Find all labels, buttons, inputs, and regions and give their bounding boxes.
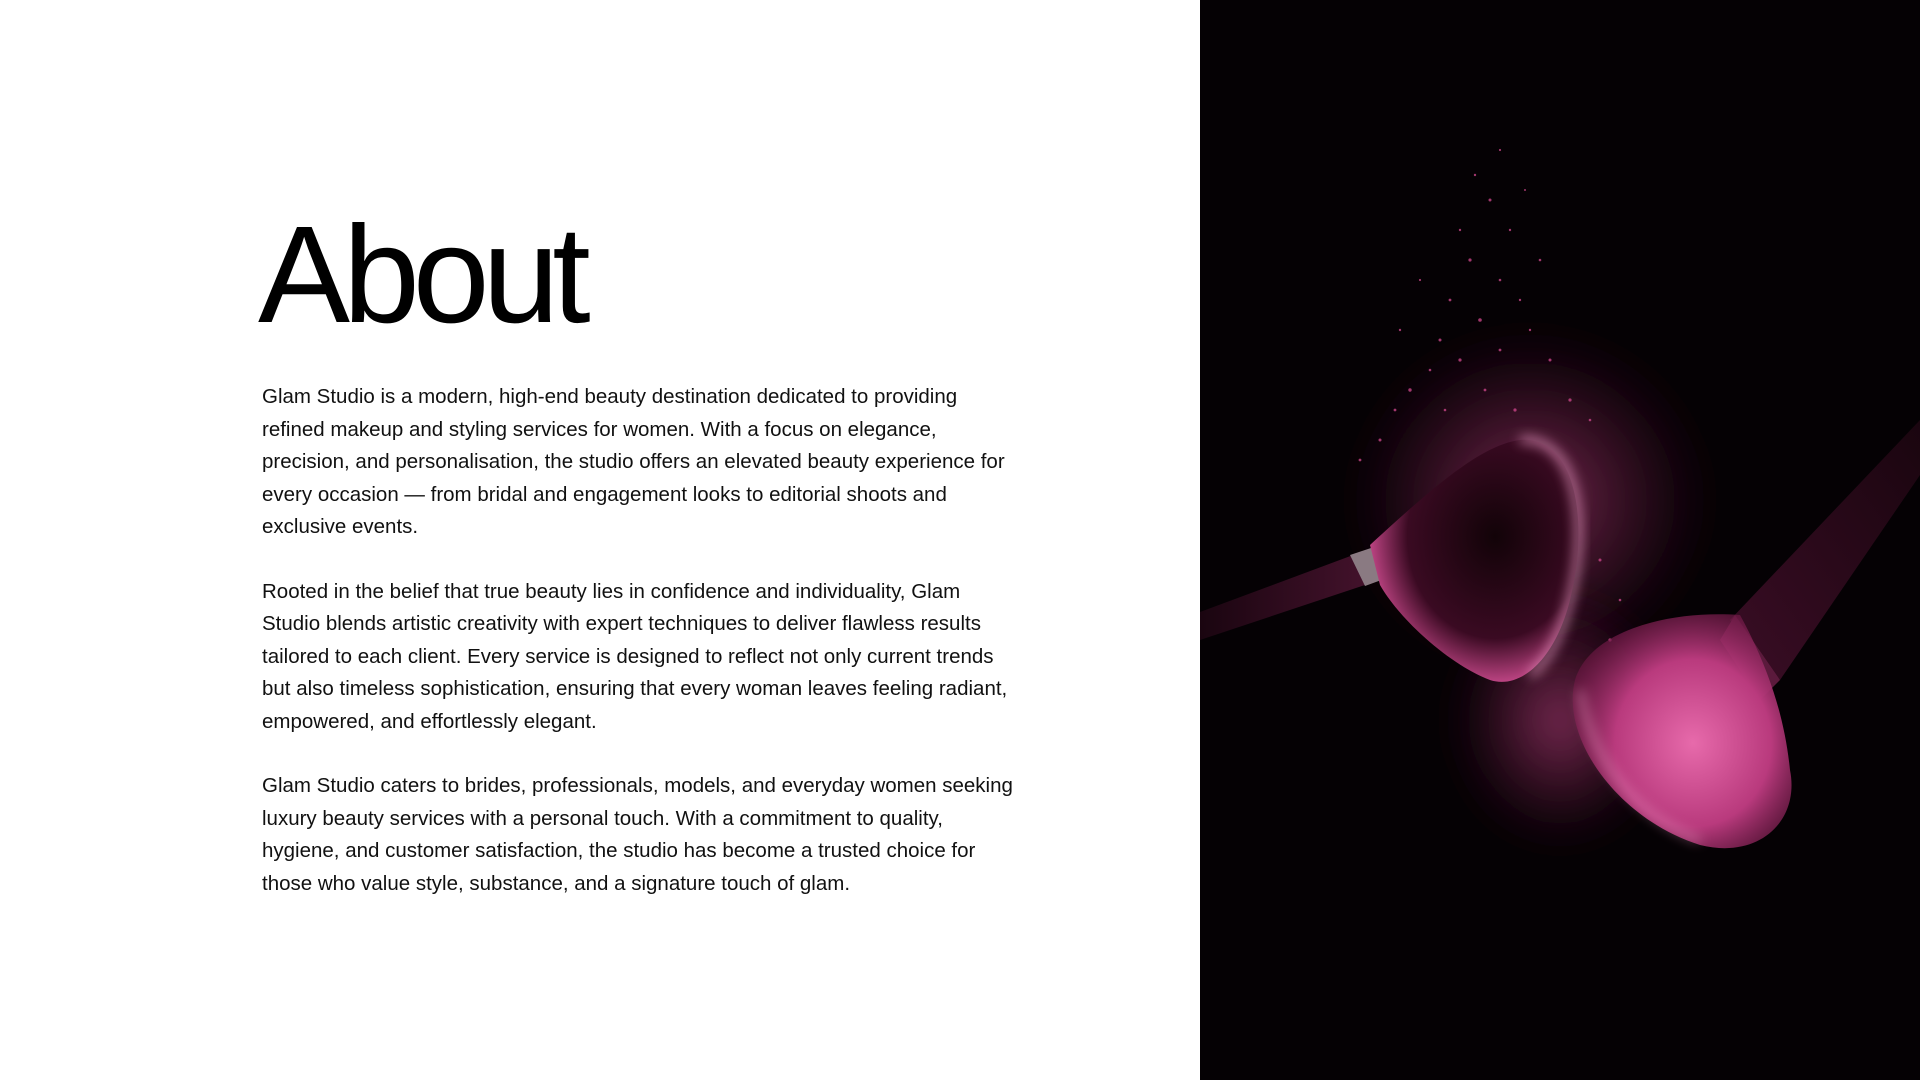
page-title: About bbox=[258, 198, 584, 352]
makeup-brushes-photo bbox=[1200, 0, 1920, 1080]
about-body bbox=[262, 381, 1022, 932]
paragraph-intro: Glam Studio is a modern, high-end beauty destination dedicated to providing refined makeup and styling services for women. With a focus on elegance, precision, and personalisation, the studio offers an elevated beauty experience for every occasion — from bridal and engagement looks to editorial shoots and exclusive events. bbox=[262, 385, 1005, 538]
paragraph-philosophy: Rooted in the belief that true beauty lies in confidence and individuality, Glam Studio blends artistic creativity with expert techniques to deliver flawless results tailored to each client. Every service is designed to reflect not only current trends but also timeless sophistication, ensuring that every woman leaves feeling radiant, empowered, and effortlessly elegant. bbox=[262, 579, 1008, 733]
image-panel bbox=[1200, 0, 1920, 1080]
paragraph-clientele: Glam Studio caters to brides, professionals, models, and everyday women seeking luxury beauty services with a personal touch. With a commitment to quality, hygiene, and customer satisfaction, the studio has become a trusted choice for those who value style, substance, and a signature touch of glam. bbox=[262, 774, 1013, 895]
